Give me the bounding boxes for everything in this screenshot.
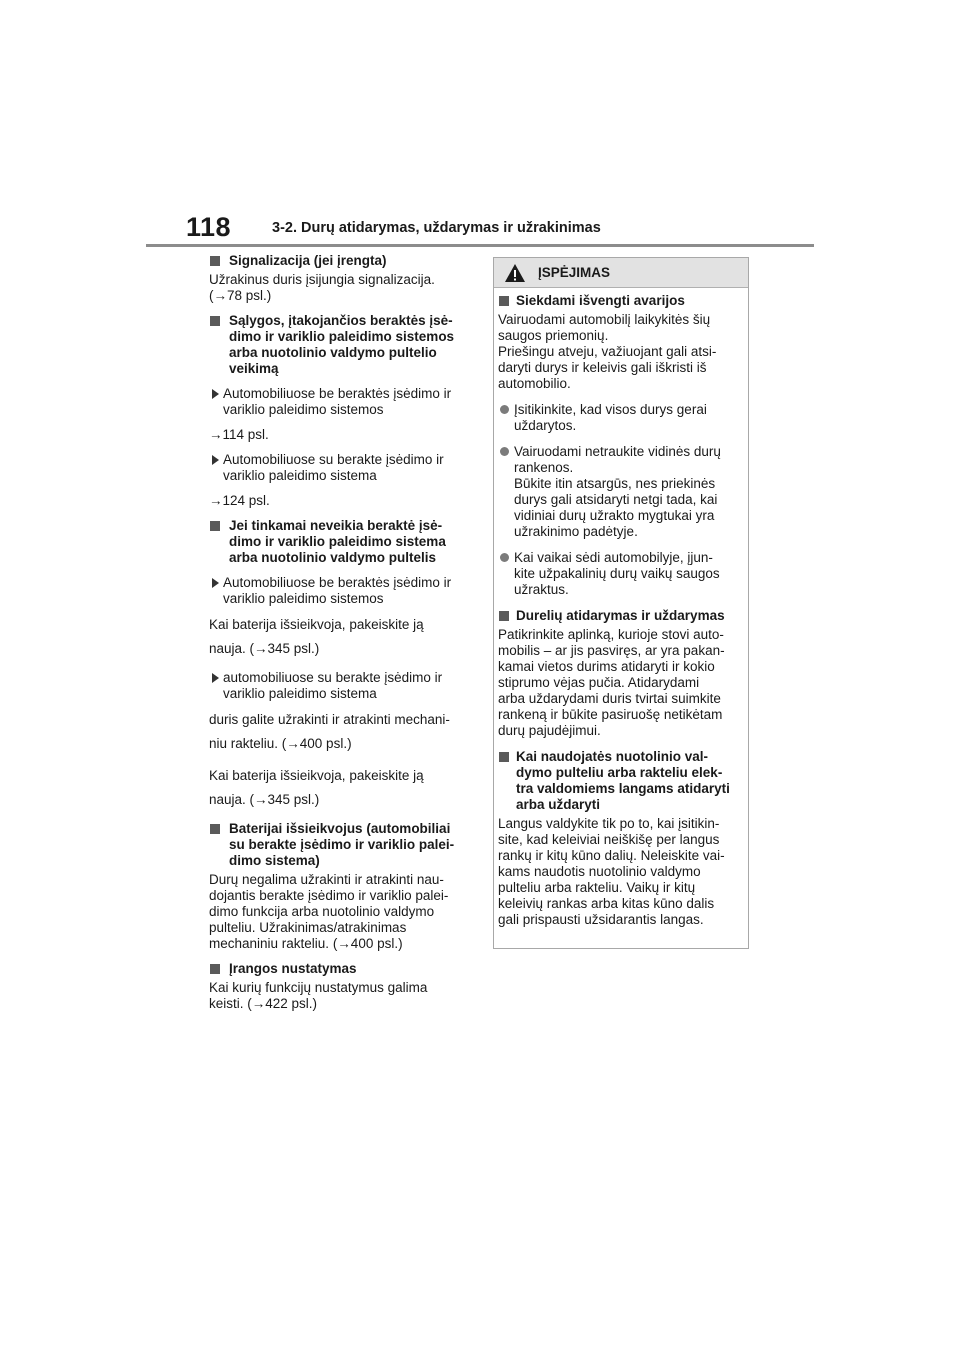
item-line: kite užpakalinių durų vaikų saugos: [514, 566, 720, 581]
warning-subtitle: [498, 608, 740, 624]
subtitle-text: Siekdami išvengti avarijos: [516, 293, 685, 308]
paragraph: [498, 627, 740, 739]
paragraph: [209, 613, 471, 661]
title-line: arba nuotolinio valdymo pultelio: [229, 345, 437, 360]
paragraph-line: mechaniniu rakteliu. (→400 psl.): [209, 936, 403, 951]
warning-subtitle: [498, 293, 740, 309]
list-item: [209, 575, 471, 607]
item-line: uždarytos.: [514, 418, 577, 433]
paragraph: [209, 708, 471, 756]
section-title: [209, 313, 471, 377]
paragraph-line: nauja. (→345 psl.): [209, 641, 320, 656]
title-line: dimo ir variklio paleidimo sistemos: [229, 329, 455, 344]
list-item: [498, 402, 740, 434]
paragraph-line: rankų ir kitų kūno dalių. Neleiskite vai-: [498, 848, 725, 863]
item-line: durys gali atsidaryti netgi tada, kai: [514, 492, 718, 507]
paragraph-line: rankeną ir būkite pasiruošę netikėtam: [498, 707, 723, 722]
square-bullet-icon: [210, 964, 220, 974]
title-line: dimo ir variklio paleidimo sistema: [229, 534, 446, 549]
section-conditions: [209, 313, 471, 509]
running-head: 3-2. Durų atidarymas, uždarymas ir užrakinimas: [272, 220, 601, 236]
paragraph-line: niu rakteliu. (→400 psl.): [209, 736, 352, 751]
paragraph-line: Vairuodami automobilį laikykitės šių: [498, 312, 711, 327]
warning-body: [494, 288, 748, 928]
item-line: užrakinimo padėtyje.: [514, 524, 638, 539]
paragraph-line: site, kad keleiviai neiškišę per langus: [498, 832, 720, 847]
paragraph-line: Priešingu atveju, važiuojant gali atsi-: [498, 344, 717, 359]
section-title-text: Signalizacija (jei įrengta): [229, 253, 387, 268]
paragraph-line: gali prispausti užsidarantis langas.: [498, 912, 704, 927]
square-bullet-icon: [499, 296, 509, 306]
subtitle-line: dymo pulteliu arba rakteliu elek-: [516, 765, 723, 780]
list-item: [498, 444, 740, 540]
list-item: [209, 670, 471, 702]
warning-title: ĮSPĖJIMAS: [538, 265, 611, 280]
paragraph-line: Kai baterija išsieikvoja, pakeiskite ją: [209, 768, 424, 783]
square-bullet-icon: [210, 824, 220, 834]
paragraph-line: stiprumo vėjas pučia. Atidarydami: [498, 675, 700, 690]
paragraph-line: keisti. (→422 psl.): [209, 996, 318, 1011]
warning-subtitle: [498, 749, 740, 813]
warning-box: [493, 257, 749, 949]
square-bullet-icon: [499, 752, 509, 762]
subtitle-line: arba uždaryti: [516, 797, 601, 812]
title-line: Baterijai išsieikvojus (automobiliai: [229, 821, 451, 836]
paragraph-line: keleivių rankas arba kitas kūno dalis: [498, 896, 715, 911]
section-title: [209, 961, 471, 977]
paragraph: [209, 980, 471, 1012]
triangle-bullet-icon: [212, 673, 219, 683]
item-line: vidiniai durų užrakto mygtukai yra: [514, 508, 715, 523]
triangle-bullet-icon: [212, 578, 219, 588]
list-item: [209, 386, 471, 418]
paragraph-line: Kai baterija išsieikvoja, pakeiskite ją: [209, 617, 424, 632]
list-item: [498, 550, 740, 598]
item-line: rankenos.: [514, 460, 574, 475]
title-line: veikimą: [229, 361, 279, 376]
title-line: arba nuotolinio valdymo pultelis: [229, 550, 437, 565]
paragraph-line: saugos priemonių.: [498, 328, 609, 343]
paragraph-line: arba uždarydami duris tvirtai suimkite: [498, 691, 721, 706]
item-line: automobiliuose su berakte įsėdimo ir: [223, 670, 443, 685]
triangle-bullet-icon: [212, 389, 219, 399]
paragraph-line: Kai kurių funkcijų nustatymus galima: [209, 980, 428, 995]
title-line: Jei tinkamai neveikia beraktė įsė-: [229, 518, 443, 533]
page-reference: →124 psl.: [209, 493, 270, 508]
paragraph-line: pulteliu. Užrakinimas/atrakinimas: [209, 920, 407, 935]
square-bullet-icon: [210, 256, 220, 266]
subtitle-line: tra valdomiems langams atidaryti: [516, 781, 730, 796]
header-divider: [146, 244, 814, 247]
left-column: [209, 253, 471, 1021]
item-line: Automobiliuose be beraktės įsėdimo ir: [223, 386, 452, 401]
paragraph: [498, 312, 740, 392]
paragraph: Užrakinus duris įsijungia signalizacija.: [209, 272, 435, 287]
paragraph-line: Langus valdykite tik po to, kai įsitikin-: [498, 816, 720, 831]
paragraph-line: duris galite užrakinti ir atrakinti mechani-: [209, 712, 450, 727]
paragraph: [498, 816, 740, 928]
paragraph-line: durų pajudėjimui.: [498, 723, 601, 738]
section-customization: [209, 961, 471, 1012]
paragraph-line: Durų negalima užrakinti ir atrakinti nau-: [209, 872, 444, 887]
subtitle-line: Kai naudojatės nuotolinio val-: [516, 749, 709, 764]
paragraph-line: dimo funkcija arba nuotolinio valdymo: [209, 904, 435, 919]
round-bullet-icon: [500, 405, 509, 414]
item-line: Įsitikinkite, kad visos durys gerai: [514, 402, 707, 417]
item-line: Vairuodami netraukite vidinės durų: [514, 444, 721, 459]
paragraph: [209, 764, 471, 812]
page-reference: →114 psl.: [209, 427, 269, 442]
paragraph-line: daryti durys ir keleivis gali iškristi iš: [498, 360, 707, 375]
square-bullet-icon: [210, 521, 220, 531]
paragraph-line: kamai vietos durims atidaryti ir kokio: [498, 659, 715, 674]
item-line: Automobiliuose su berakte įsėdimo ir: [223, 452, 444, 467]
item-line: variklio paleidimo sistema: [223, 686, 377, 701]
triangle-bullet-icon: [212, 455, 219, 465]
page-number: 118: [186, 212, 232, 242]
section-malfunction: [209, 518, 471, 812]
item-line: variklio paleidimo sistemos: [223, 402, 384, 417]
item-line: variklio paleidimo sistemos: [223, 591, 384, 606]
list-item: [209, 452, 471, 484]
paragraph-line: nauja. (→345 psl.): [209, 792, 320, 807]
title-line: dimo sistema): [229, 853, 320, 868]
square-bullet-icon: [210, 316, 220, 326]
section-title: [209, 821, 471, 869]
square-bullet-icon: [499, 611, 509, 621]
title-line: su berakte įsėdimo ir variklio palei-: [229, 837, 455, 852]
title-line: Sąlygos, įtakojančios beraktės įsė-: [229, 313, 453, 328]
paragraph-line: kams naudotis nuotolinio valdymo: [498, 864, 701, 879]
section-title: [209, 518, 471, 566]
subtitle-text: Durelių atidarymas ir uždarymas: [516, 608, 725, 623]
item-line: Būkite itin atsargūs, nes priekinės: [514, 476, 716, 491]
warning-header: [494, 258, 748, 288]
paragraph-line: automobilio.: [498, 376, 571, 391]
section-title-text: Įrangos nustatymas: [229, 961, 357, 976]
paragraph-line: pulteliu arba rakteliu. Vaikų ir kitų: [498, 880, 696, 895]
paragraph-line: dojantis berakte įsėdimo ir variklio palei-: [209, 888, 449, 903]
item-line: variklio paleidimo sistema: [223, 468, 377, 483]
paragraph: [209, 872, 471, 952]
section-battery-depleted: [209, 821, 471, 952]
item-line: Kai vaikai sėdi automobilyje, įjun-: [514, 550, 713, 565]
section-alarm: [209, 253, 471, 304]
paragraph-line: mobilis – ar jis pasviręs, ar yra pakan-: [498, 643, 725, 658]
page-reference: (→78 psl.): [209, 288, 272, 303]
paragraph-line: Patikrinkite aplinką, kurioje stovi auto-: [498, 627, 724, 642]
round-bullet-icon: [500, 553, 509, 562]
warning-triangle-icon: [504, 263, 526, 283]
item-line: užraktus.: [514, 582, 569, 597]
item-line: Automobiliuose be beraktės įsėdimo ir: [223, 575, 452, 590]
section-title: [209, 253, 471, 269]
round-bullet-icon: [500, 447, 509, 456]
